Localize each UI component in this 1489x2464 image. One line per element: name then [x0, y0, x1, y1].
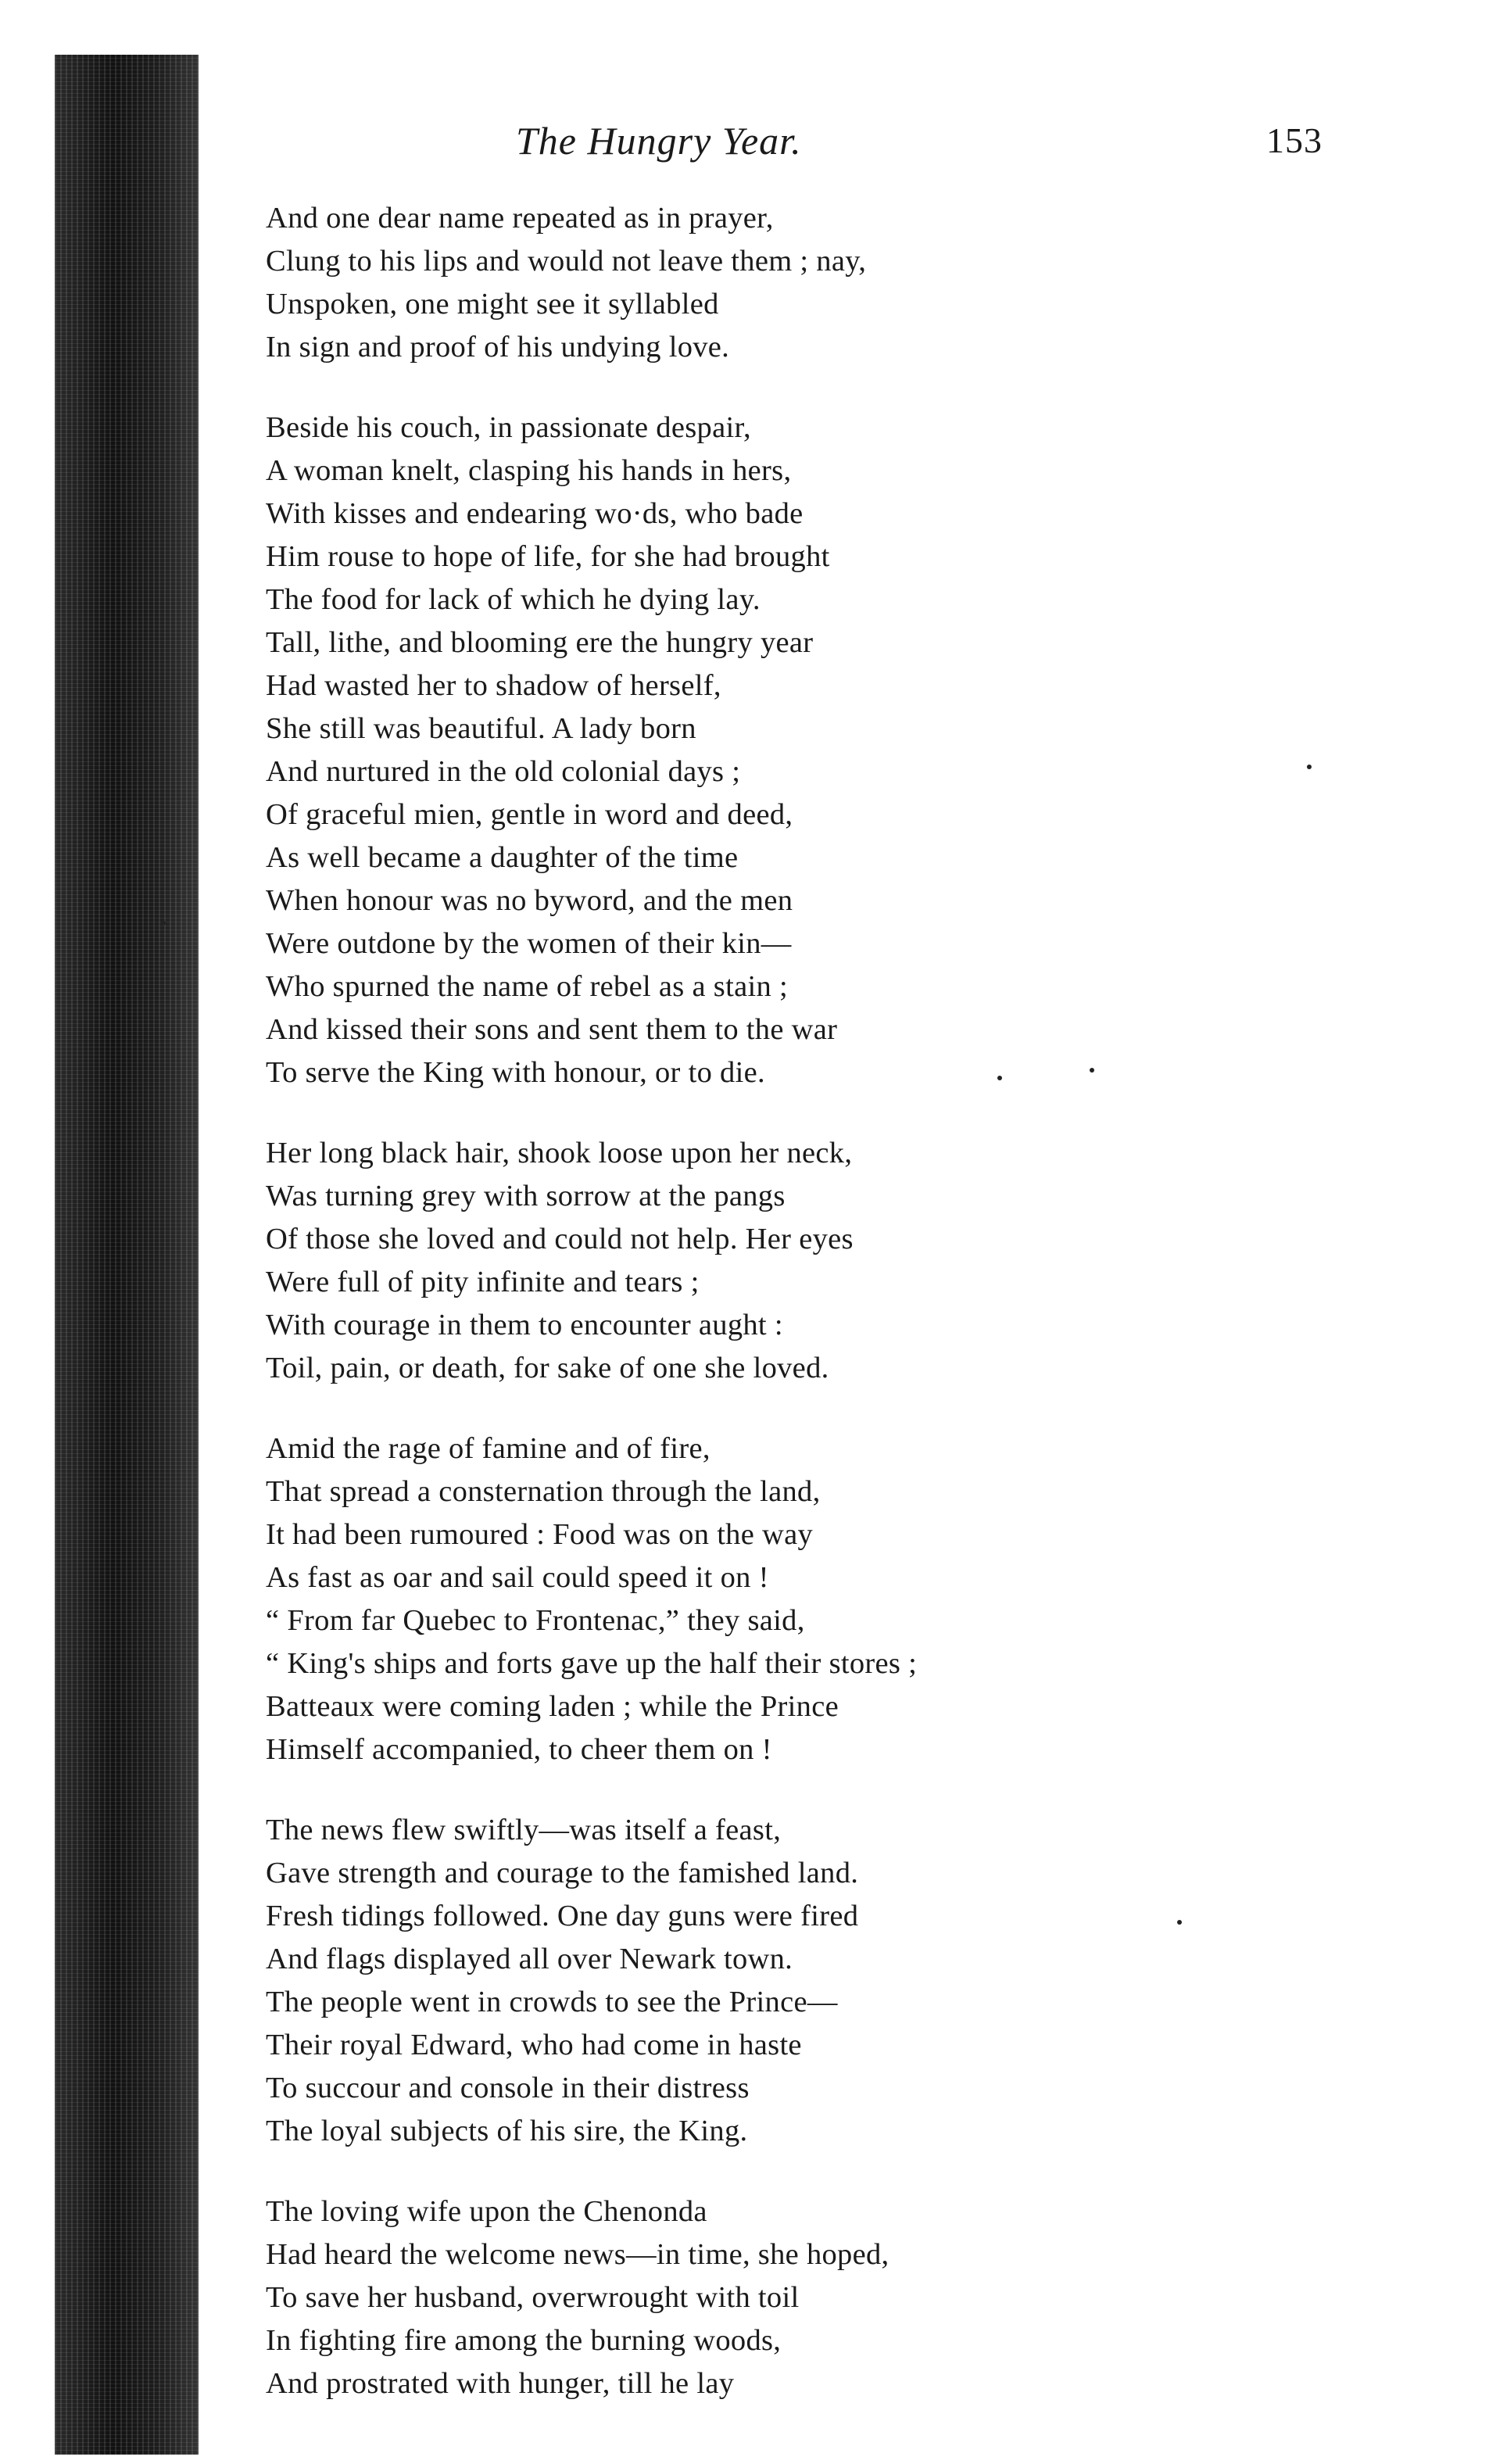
verse-line: The loving wife upon the Chenonda: [266, 2195, 707, 2228]
verse-line: The news flew swiftly—was itself a feast,: [266, 1814, 782, 1846]
verse-line: Had heard the welcome news—in time, she hoped,: [266, 2238, 889, 2271]
verse-line: The food for lack of which he dying lay.: [266, 583, 761, 616]
stanza: [266, 1132, 1172, 1390]
print-speck: [997, 1076, 1002, 1080]
verse-line: It had been rumoured : Food was on the way: [266, 1518, 814, 1551]
verse-line: And prostrated with hunger, till he lay: [266, 2367, 735, 2400]
verse-line: Tall, lithe, and blooming ere the hungry year: [266, 626, 814, 659]
verse-line: Unspoken, one might see it syllabled: [266, 288, 719, 321]
verse-line: Himself accompanied, to cheer them on !: [266, 1733, 772, 1766]
verse-line: She still was beautiful. A lady born: [266, 712, 696, 745]
poem-body: [266, 197, 1172, 2443]
running-title: The Hungry Year.: [516, 119, 802, 163]
verse-line: And nurtured in the old colonial days ;: [266, 755, 741, 788]
verse-line: “ From far Quebec to Frontenac,” they said,: [266, 1604, 805, 1637]
verse-line: Was turning grey with sorrow at the pangs: [266, 1180, 786, 1212]
print-speck: [1307, 765, 1312, 769]
print-speck: [161, 921, 166, 926]
verse-line: Her long black hair, shook loose upon her neck,: [266, 1137, 853, 1169]
verse-line: To serve the King with honour, or to die.: [266, 1056, 765, 1089]
verse-line: Of those she loved and could not help. Her eyes: [266, 1223, 854, 1255]
verse-line: Of graceful mien, gentle in word and deed,: [266, 798, 793, 831]
verse-line: Him rouse to hope of life, for she had brought: [266, 540, 830, 573]
verse-line: Batteaux were coming laden ; while the Prince: [266, 1690, 839, 1723]
verse-line: Were full of pity infinite and tears ;: [266, 1266, 700, 1298]
verse-line: Had wasted her to shadow of herself,: [266, 669, 721, 702]
verse-line: Amid the rage of famine and of fire,: [266, 1432, 710, 1465]
verse-line: As fast as oar and sail could speed it on !: [266, 1561, 769, 1594]
verse-line: Clung to his lips and would not leave them ; nay,: [266, 245, 867, 278]
verse-line: And kissed their sons and sent them to the war: [266, 1013, 838, 1046]
verse-line: Toil, pain, or death, for sake of one she loved.: [266, 1352, 829, 1384]
verse-line: Gave strength and courage to the famished land.: [266, 1857, 859, 1889]
verse-line: Fresh tidings followed. One day guns were fired: [266, 1900, 859, 1932]
verse-line: As well became a daughter of the time: [266, 841, 739, 874]
verse-line: In sign and proof of his undying love.: [266, 331, 730, 364]
stanza: [266, 2190, 1172, 2405]
verse-line: The people went in crowds to see the Prince—: [266, 1986, 838, 2018]
verse-line: That spread a consternation through the land,: [266, 1475, 821, 1508]
verse-line: With courage in them to encounter aught :: [266, 1309, 783, 1341]
verse-line: “ King's ships and forts gave up the half their stores ;: [266, 1647, 918, 1680]
stanza: [266, 197, 1172, 369]
verse-line: Beside his couch, in passionate despair,: [266, 411, 751, 444]
stanza: [266, 406, 1172, 1094]
verse-line: And flags displayed all over Newark town.: [266, 1943, 793, 1975]
verse-line: When honour was no byword, and the men: [266, 884, 793, 917]
stanza: [266, 1809, 1172, 2153]
verse-line: Who spurned the name of rebel as a stain ;: [266, 970, 788, 1003]
running-head: [0, 109, 1489, 172]
verse-line: With kisses and endearing wo·ds, who bade: [266, 497, 804, 530]
verse-line: In fighting fire among the burning woods,: [266, 2324, 782, 2357]
binding-shadow: [55, 55, 199, 2455]
verse-line: Their royal Edward, who had come in haste: [266, 2029, 802, 2061]
stanza: [266, 1427, 1172, 1771]
verse-line: Were outdone by the women of their kin—: [266, 927, 792, 960]
print-speck: [1090, 1068, 1094, 1073]
verse-line: The loyal subjects of his sire, the King.: [266, 2115, 748, 2147]
verse-line: To save her husband, overwrought with toil: [266, 2281, 800, 2314]
page-number: 153: [1266, 120, 1323, 160]
verse-line: A woman knelt, clasping his hands in hers,: [266, 454, 792, 487]
print-speck: [1177, 1920, 1182, 1925]
verse-line: To succour and console in their distress: [266, 2072, 750, 2104]
verse-line: And one dear name repeated as in prayer,: [266, 202, 774, 235]
